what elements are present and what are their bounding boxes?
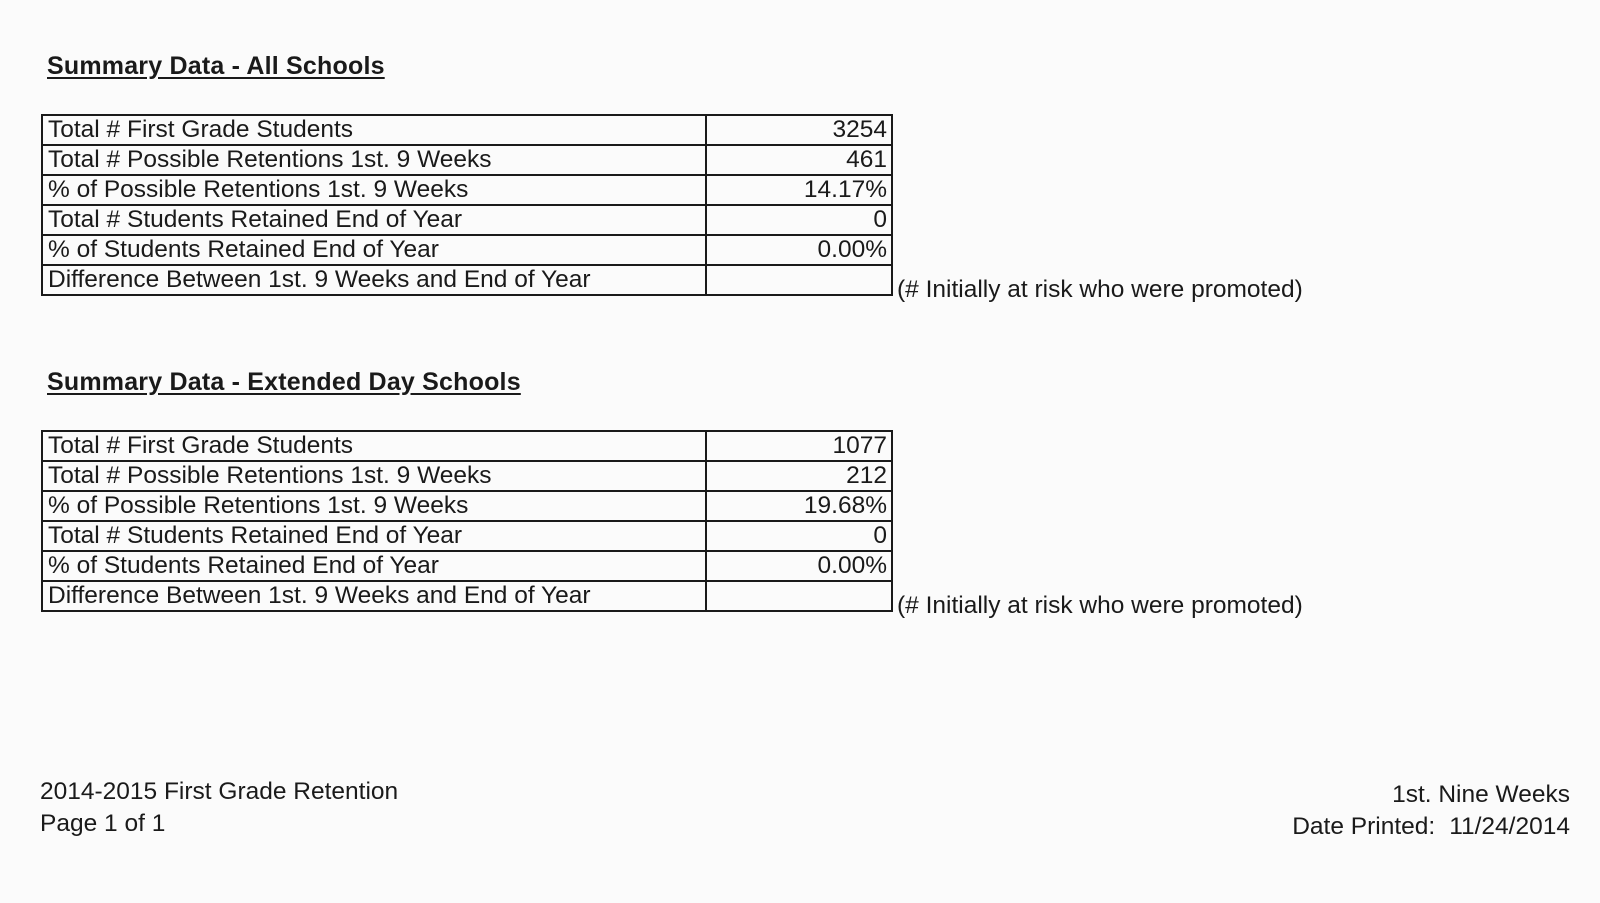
row-label: % of Students Retained End of Year [42,551,706,581]
report-period: 1st. Nine Weeks [1392,781,1570,808]
side-note-extended-day-schools: (# Initially at risk who were promoted) [897,592,1303,619]
date-printed-value: 11/24/2014 [1449,813,1570,840]
row-value: 0.00% [706,235,892,265]
section-title-all-schools: Summary Data - All Schools [47,52,385,80]
row-label: % of Possible Retentions 1st. 9 Weeks [42,491,706,521]
table-row [42,205,892,235]
row-value: 3254 [706,115,892,145]
row-label: Difference Between 1st. 9 Weeks and End of Year [42,581,706,611]
footer-left [40,776,398,840]
table-row [42,115,892,145]
row-label: Total # Students Retained End of Year [42,521,706,551]
row-label: Total # Possible Retentions 1st. 9 Weeks [42,461,706,491]
date-printed [1292,811,1570,843]
row-label: Difference Between 1st. 9 Weeks and End of Year [42,265,706,295]
row-label: Total # Students Retained End of Year [42,205,706,235]
table-row [42,521,892,551]
row-value: 0 [706,521,892,551]
date-printed-label: Date Printed: [1292,813,1436,840]
row-value: 212 [706,461,892,491]
table-row [42,265,892,295]
section-title-extended-day-schools: Summary Data - Extended Day Schools [47,368,521,396]
row-value: 0.00% [706,551,892,581]
row-value [706,581,892,611]
table-row [42,175,892,205]
row-value: 14.17% [706,175,892,205]
row-value [706,265,892,295]
row-value: 0 [706,205,892,235]
summary-table-all-schools [41,114,893,296]
row-label: Total # Possible Retentions 1st. 9 Weeks [42,145,706,175]
row-value: 19.68% [706,491,892,521]
table-row [42,431,892,461]
row-value: 461 [706,145,892,175]
table-row [42,235,892,265]
table-row [42,145,892,175]
table-row [42,491,892,521]
side-note-all-schools: (# Initially at risk who were promoted) [897,276,1303,303]
row-label: % of Possible Retentions 1st. 9 Weeks [42,175,706,205]
row-value: 1077 [706,431,892,461]
table-row [42,551,892,581]
row-label: Total # First Grade Students [42,115,706,145]
report-title: 2014-2015 First Grade Retention [40,778,399,805]
footer-right [1292,779,1570,843]
row-label: % of Students Retained End of Year [42,235,706,265]
table-row [42,581,892,611]
table-row [42,461,892,491]
page-number: Page 1 of 1 [40,810,166,837]
row-label: Total # First Grade Students [42,431,706,461]
summary-table-extended-day-schools [41,430,893,612]
